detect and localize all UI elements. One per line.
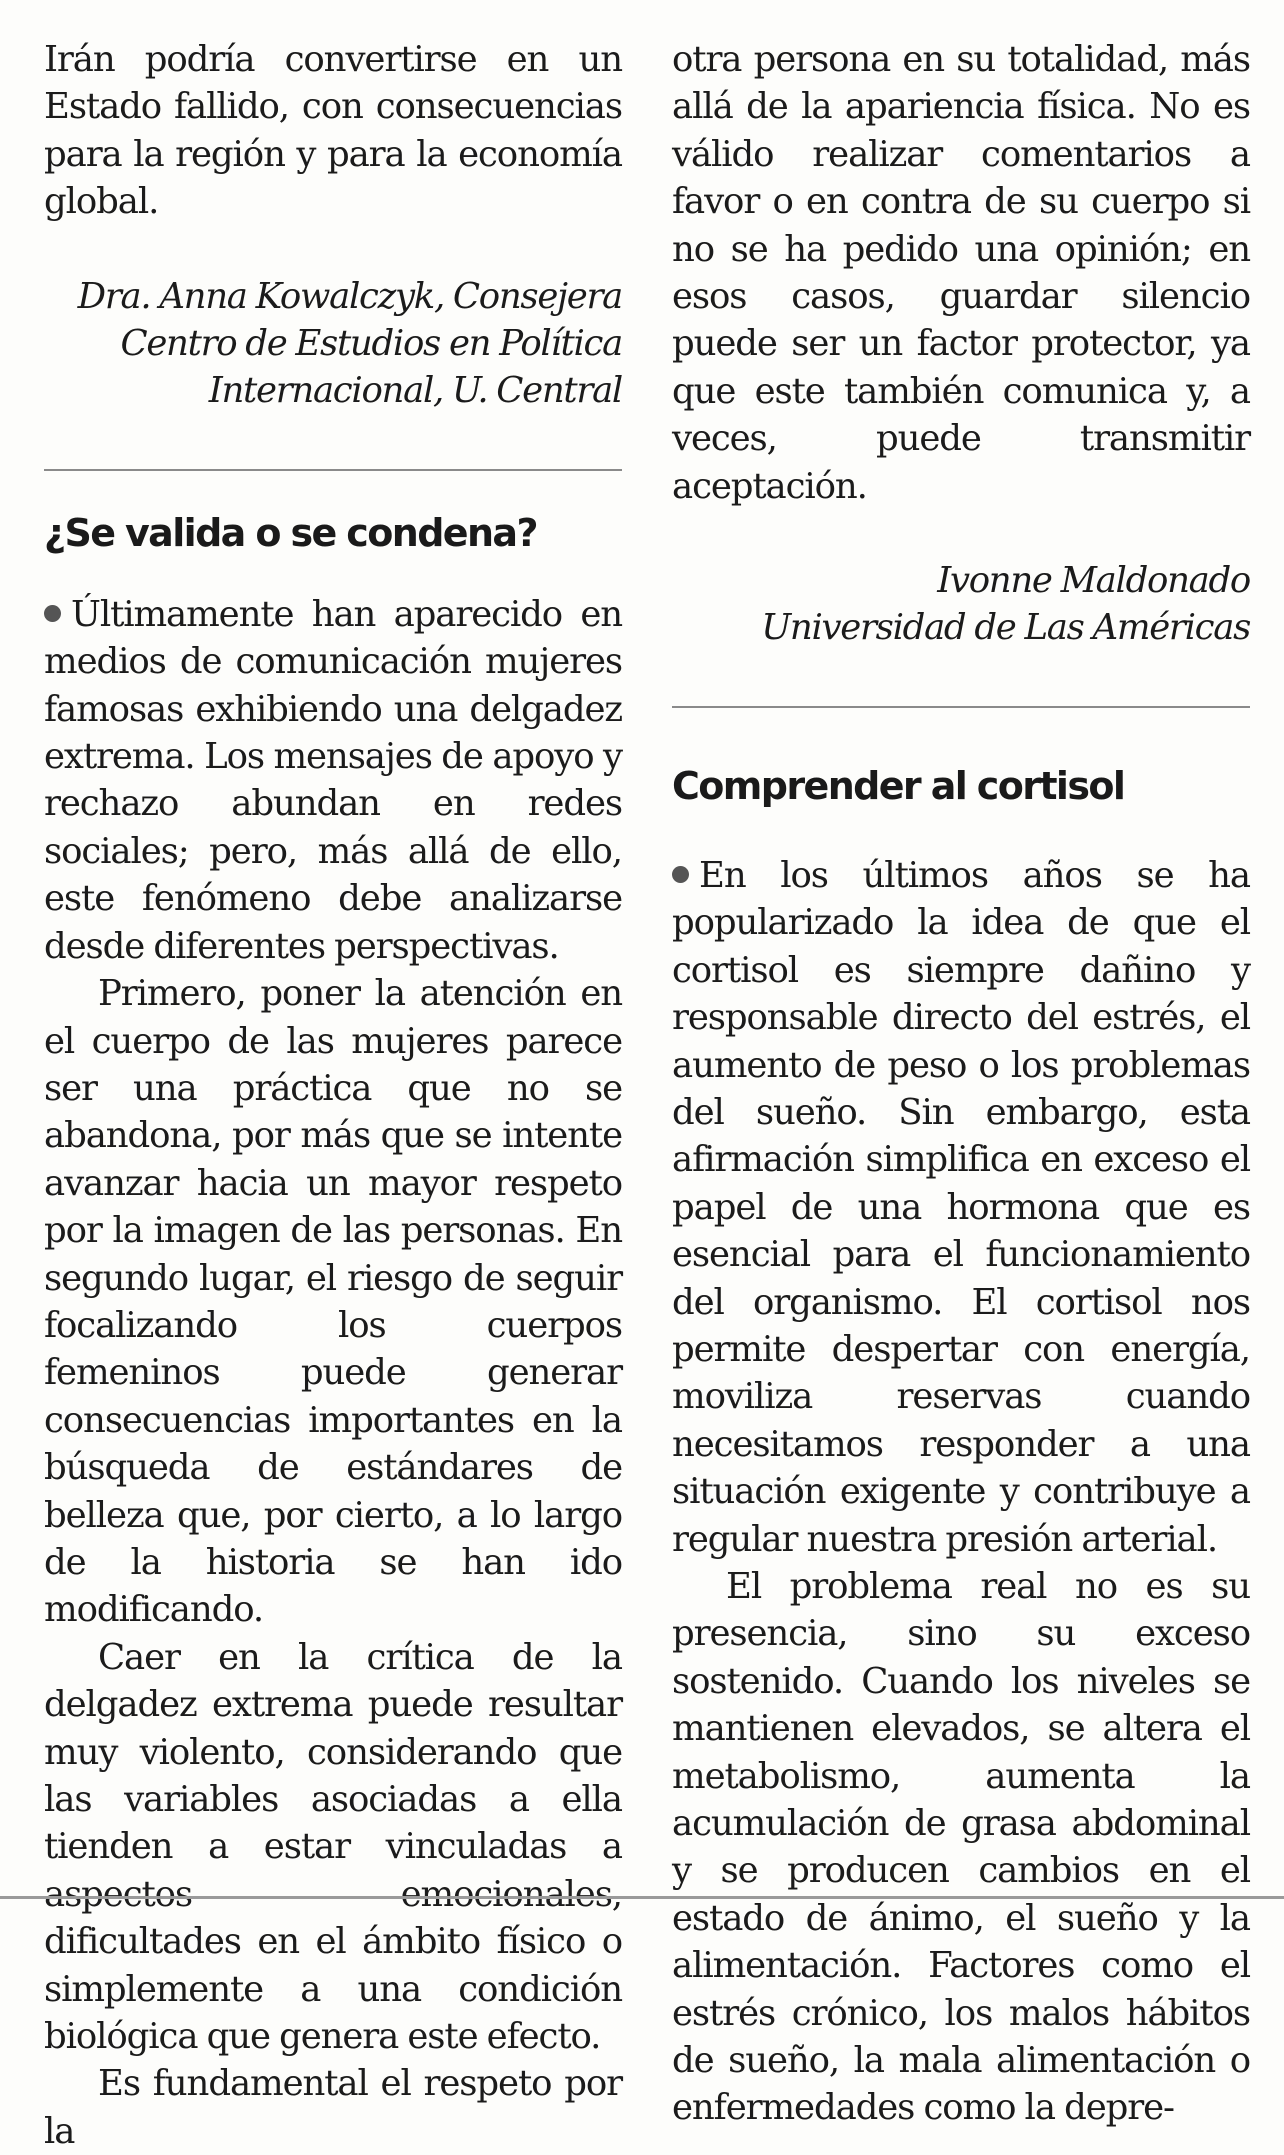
article-paragraph-text: En los últimos años se ha popularizado la idea de que el cortisol es siempre dañino y responsable directo del estrés, el aumento de peso o los problemas del sueño. Sin embargo, esta afirmación simplifica en exceso el papel de una hormona que es esencial para el funcionamiento del organismo. El cortisol nos permite despertar con energía, moviliza reservas cuando necesitamos responder a una situación exigente y contribuye a regular nuestra presión arterial. (672, 854, 1250, 1560)
signature-institution-line2: Internacional, U. Central (208, 370, 622, 412)
signature-institution: Universidad de Las Américas (761, 607, 1250, 649)
article-paragraph: Primero, poner la atención en el cuerpo de las mujeres parece ser una práctica que no se abandona, por más que se intente avanzar hacia un mayor respeto por la imagen de las personas. En segundo lugar, el riesgo de seguir focalizando los cuerpos femeninos puede generar consecuencias importantes en la búsqueda de estándares de belleza que, por cierto, a lo largo de la historia se han ido modificando. (44, 973, 622, 1631)
article-paragraph (44, 591, 622, 970)
section-divider (44, 469, 622, 471)
article-paragraph: Es fundamental el respeto por la (44, 2063, 622, 2152)
bullet-icon (44, 605, 61, 622)
signature-name: Ivonne Maldonado (937, 560, 1250, 602)
section-divider (672, 706, 1250, 708)
article-headline-cortisol: Comprender al cortisol (672, 763, 1125, 808)
right-column (672, 36, 1250, 2132)
left-column (44, 36, 622, 2155)
signature-institution-line1: Centro de Estudios en Política (120, 323, 622, 365)
article-paragraph: Caer en la crítica de la delgadez extrema puede resultar muy violento, considerando que las variables asociadas a ella tienden a estar vinculadas a aspectos emocionales, dificultades en el ámbito físico o simplemente a una condición biológica que genera este efecto. (44, 1636, 622, 2058)
article-headline-validation: ¿Se valida o se condena? (44, 510, 537, 555)
article-paragraph: El problema real no es su presencia, sino su exceso sostenido. Cuando los niveles se mantienen elevados, se altera el metabolismo, aumenta la acumulación de grasa abdominal y se producen cambios en el estado de ánimo, el sueño y la alimentación. Factores como el estrés crónico, los malos hábitos de sueño, la mala alimentación o enfermedades como la depre- (672, 1565, 1250, 2129)
article-paragraph (672, 852, 1250, 1563)
intro-signature (44, 273, 622, 415)
bullet-icon (672, 866, 689, 883)
signature-name-title: Dra. Anna Kowalczyk, Consejera (77, 275, 622, 317)
continuation-paragraph: otra persona en su totalidad, más allá de la apariencia física. No es válido realizar comentarios a favor o en contra de su cuerpo si no se ha pedido una opinión; en esos casos, guardar silencio puede ser un factor protector, ya que este también comunica y, a veces, puede transmitir aceptación. (672, 39, 1250, 507)
page-bottom-rule (0, 1896, 1284, 1899)
article-paragraph-text: Últimamente han aparecido en medios de comunicación mujeres famosas exhibiendo una delgadez extrema. Los mensajes de apoyo y rechazo abundan en redes sociales; pero, más allá de ello, este fenómeno debe analizarse desde diferentes perspectivas. (44, 593, 622, 967)
intro-paragraph: Irán podría convertirse en un Estado fallido, con consecuencias para la región y para la economía global. (44, 39, 622, 223)
continuation-signature (672, 557, 1250, 652)
